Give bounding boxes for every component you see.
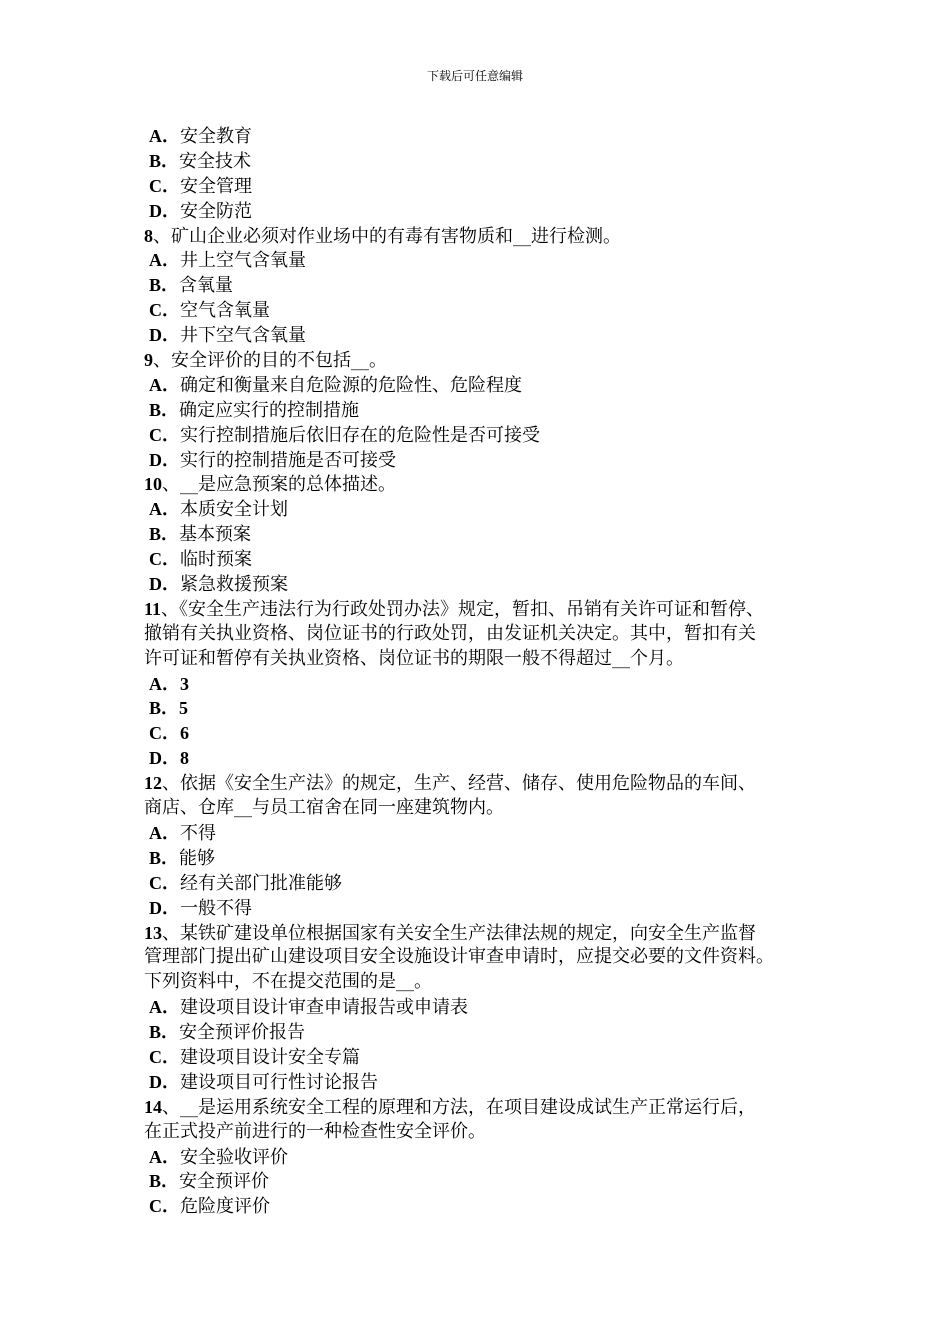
option-text: 确定应实行的控制措施 [179, 399, 360, 421]
option-key: D． [149, 897, 180, 918]
answer-option [144, 174, 834, 199]
question-stem [144, 771, 834, 796]
question-continuation: 在正式投产前进行的一种检查性安全评价。 [144, 1120, 486, 1142]
option-key: B． [149, 275, 180, 296]
answer-option [144, 871, 834, 896]
question-stem [144, 1095, 834, 1120]
answer-option [144, 323, 834, 348]
option-key: A． [149, 1146, 180, 1167]
answer-option [144, 547, 834, 572]
question-text: 、依据《安全生产法》的规定，生产、经营、储存、使用危险物品的车间、 [162, 773, 756, 795]
option-key: C． [149, 723, 180, 744]
answer-option [144, 846, 834, 871]
question-continuation: 商店、仓库__与员工宿舍在同一座建筑物内。 [144, 797, 504, 819]
answer-option [144, 1070, 834, 1095]
option-key: B． [149, 1171, 180, 1192]
question-continuation: 管理部门提出矿山建设项目安全设施设计审查申请时，应提交必要的文件资料。 [144, 946, 774, 968]
question-number: 10 [144, 474, 162, 495]
answer-option [144, 199, 834, 224]
option-key: B． [149, 698, 180, 719]
option-key: D． [149, 1071, 180, 1092]
option-text: 临时预案 [180, 549, 252, 571]
option-key: C． [149, 424, 180, 445]
option-text: 建设项目设计安全专篇 [180, 1046, 360, 1068]
answer-option [144, 298, 834, 323]
question-text: 、__是应急预案的总体描述。 [162, 474, 396, 496]
option-key: B． [149, 847, 180, 868]
option-key: A． [149, 250, 180, 271]
option-text: 3 [180, 673, 189, 694]
answer-option [144, 497, 834, 522]
option-text: 基本预案 [179, 524, 252, 546]
answer-option [144, 995, 834, 1020]
option-text: 安全技术 [179, 150, 252, 172]
question-number: 9 [144, 350, 153, 371]
document-body [144, 124, 834, 1219]
answer-option [144, 448, 834, 473]
option-key: C． [149, 1046, 180, 1067]
option-text: 井上空气含氧量 [180, 250, 306, 272]
option-key: C． [149, 175, 180, 196]
question-text: 、安全评价的目的不包括__。 [153, 350, 387, 372]
answer-option [144, 572, 834, 597]
answer-option [144, 1169, 834, 1194]
option-key: C． [149, 549, 180, 570]
option-text: 能够 [179, 847, 216, 869]
option-text: 紧急救援预案 [180, 574, 288, 596]
option-key: A． [149, 822, 180, 843]
option-key: B． [149, 524, 180, 545]
option-text: 6 [180, 723, 189, 744]
option-text: 安全验收评价 [180, 1146, 288, 1168]
question-number: 8 [144, 225, 153, 246]
option-key: B． [149, 150, 180, 171]
question-stem [144, 597, 834, 622]
page-header: 下载后可任意编辑 [426, 69, 523, 83]
option-key: A． [149, 126, 180, 146]
answer-option [144, 821, 834, 846]
answer-option [144, 522, 834, 547]
answer-option [144, 398, 834, 423]
option-key: D． [149, 748, 180, 769]
option-text: 一般不得 [180, 897, 252, 919]
answer-option [144, 1045, 834, 1070]
option-text: 安全教育 [180, 126, 252, 147]
option-text: 建设项目设计审查申请报告或申请表 [180, 997, 468, 1019]
answer-option [144, 1194, 834, 1219]
question-number: 14 [144, 1096, 162, 1117]
option-text: 实行控制措施后依旧存在的危险性是否可接受 [180, 424, 540, 446]
answer-option [144, 1020, 834, 1045]
question-continuation: 许可证和暂停有关执业资格、岗位证书的期限一般不得超过__个月。 [144, 647, 684, 669]
question-stem [144, 224, 834, 249]
option-key: C． [149, 872, 180, 893]
answer-option [144, 124, 834, 149]
option-text: 危险度评价 [180, 1196, 270, 1218]
option-key: D． [149, 574, 180, 595]
option-key: A． [149, 499, 180, 520]
option-key: A． [149, 374, 180, 395]
answer-option [144, 248, 834, 273]
answer-option [144, 672, 834, 697]
answer-option [144, 896, 834, 921]
option-text: 建设项目可行性讨论报告 [180, 1071, 378, 1093]
question-stem [144, 472, 834, 497]
option-text: 安全管理 [180, 175, 252, 197]
option-text: 本质安全计划 [180, 499, 288, 521]
option-text: 安全预评价 [179, 1171, 270, 1193]
option-key: D． [149, 200, 180, 221]
question-text: 、《安全生产违法行为行政处罚办法》规定，暂扣、吊销有关许可证和暂停、 [161, 598, 765, 620]
answer-option [144, 423, 834, 448]
answer-option [144, 746, 834, 771]
question-text: 、__是运用系统安全工程的原理和方法，在项目建设成试生产正常运行后， [162, 1096, 756, 1118]
option-text: 安全预评价报告 [179, 1022, 306, 1044]
option-key: D． [149, 449, 180, 470]
question-number: 11 [144, 598, 162, 619]
option-key: C． [149, 300, 180, 321]
option-key: B． [149, 1022, 180, 1043]
question-continuation: 撤销有关执业资格、岗位证书的行政处罚，由发证机关决定。其中，暂扣有关 [144, 622, 756, 644]
answer-option [144, 696, 834, 721]
question-continuation: 下列资料中，不在提交范围的是__。 [144, 971, 432, 993]
question-text: 、某铁矿建设单位根据国家有关安全生产法律法规的规定，向安全生产监督 [162, 922, 756, 944]
option-text: 井下空气含氧量 [180, 325, 306, 347]
option-text: 不得 [180, 822, 216, 844]
answer-option [144, 273, 834, 298]
option-text: 空气含氧量 [180, 300, 270, 322]
option-text: 5 [179, 698, 189, 719]
question-number: 13 [144, 922, 162, 943]
option-text: 确定和衡量来自危险源的危险性、危险程度 [180, 374, 522, 396]
option-text: 经有关部门批准能够 [180, 872, 342, 894]
question-stem [144, 348, 834, 373]
question-number: 12 [144, 773, 162, 794]
question-text: 、矿山企业必须对作业场中的有毒有害物质和__进行检测。 [153, 225, 621, 247]
option-key: A． [149, 673, 180, 694]
option-text: 含氧量 [179, 275, 234, 297]
answer-option [144, 1145, 834, 1170]
option-key: B． [149, 399, 180, 420]
option-text: 实行的控制措施是否可接受 [180, 449, 396, 471]
question-stem [144, 921, 834, 946]
answer-option [144, 373, 834, 398]
option-key: C． [149, 1196, 180, 1217]
option-text: 8 [180, 748, 189, 769]
answer-option [144, 721, 834, 746]
option-key: A． [149, 997, 180, 1018]
option-text: 安全防范 [180, 200, 252, 222]
answer-option [144, 149, 834, 174]
option-key: D． [149, 325, 180, 346]
